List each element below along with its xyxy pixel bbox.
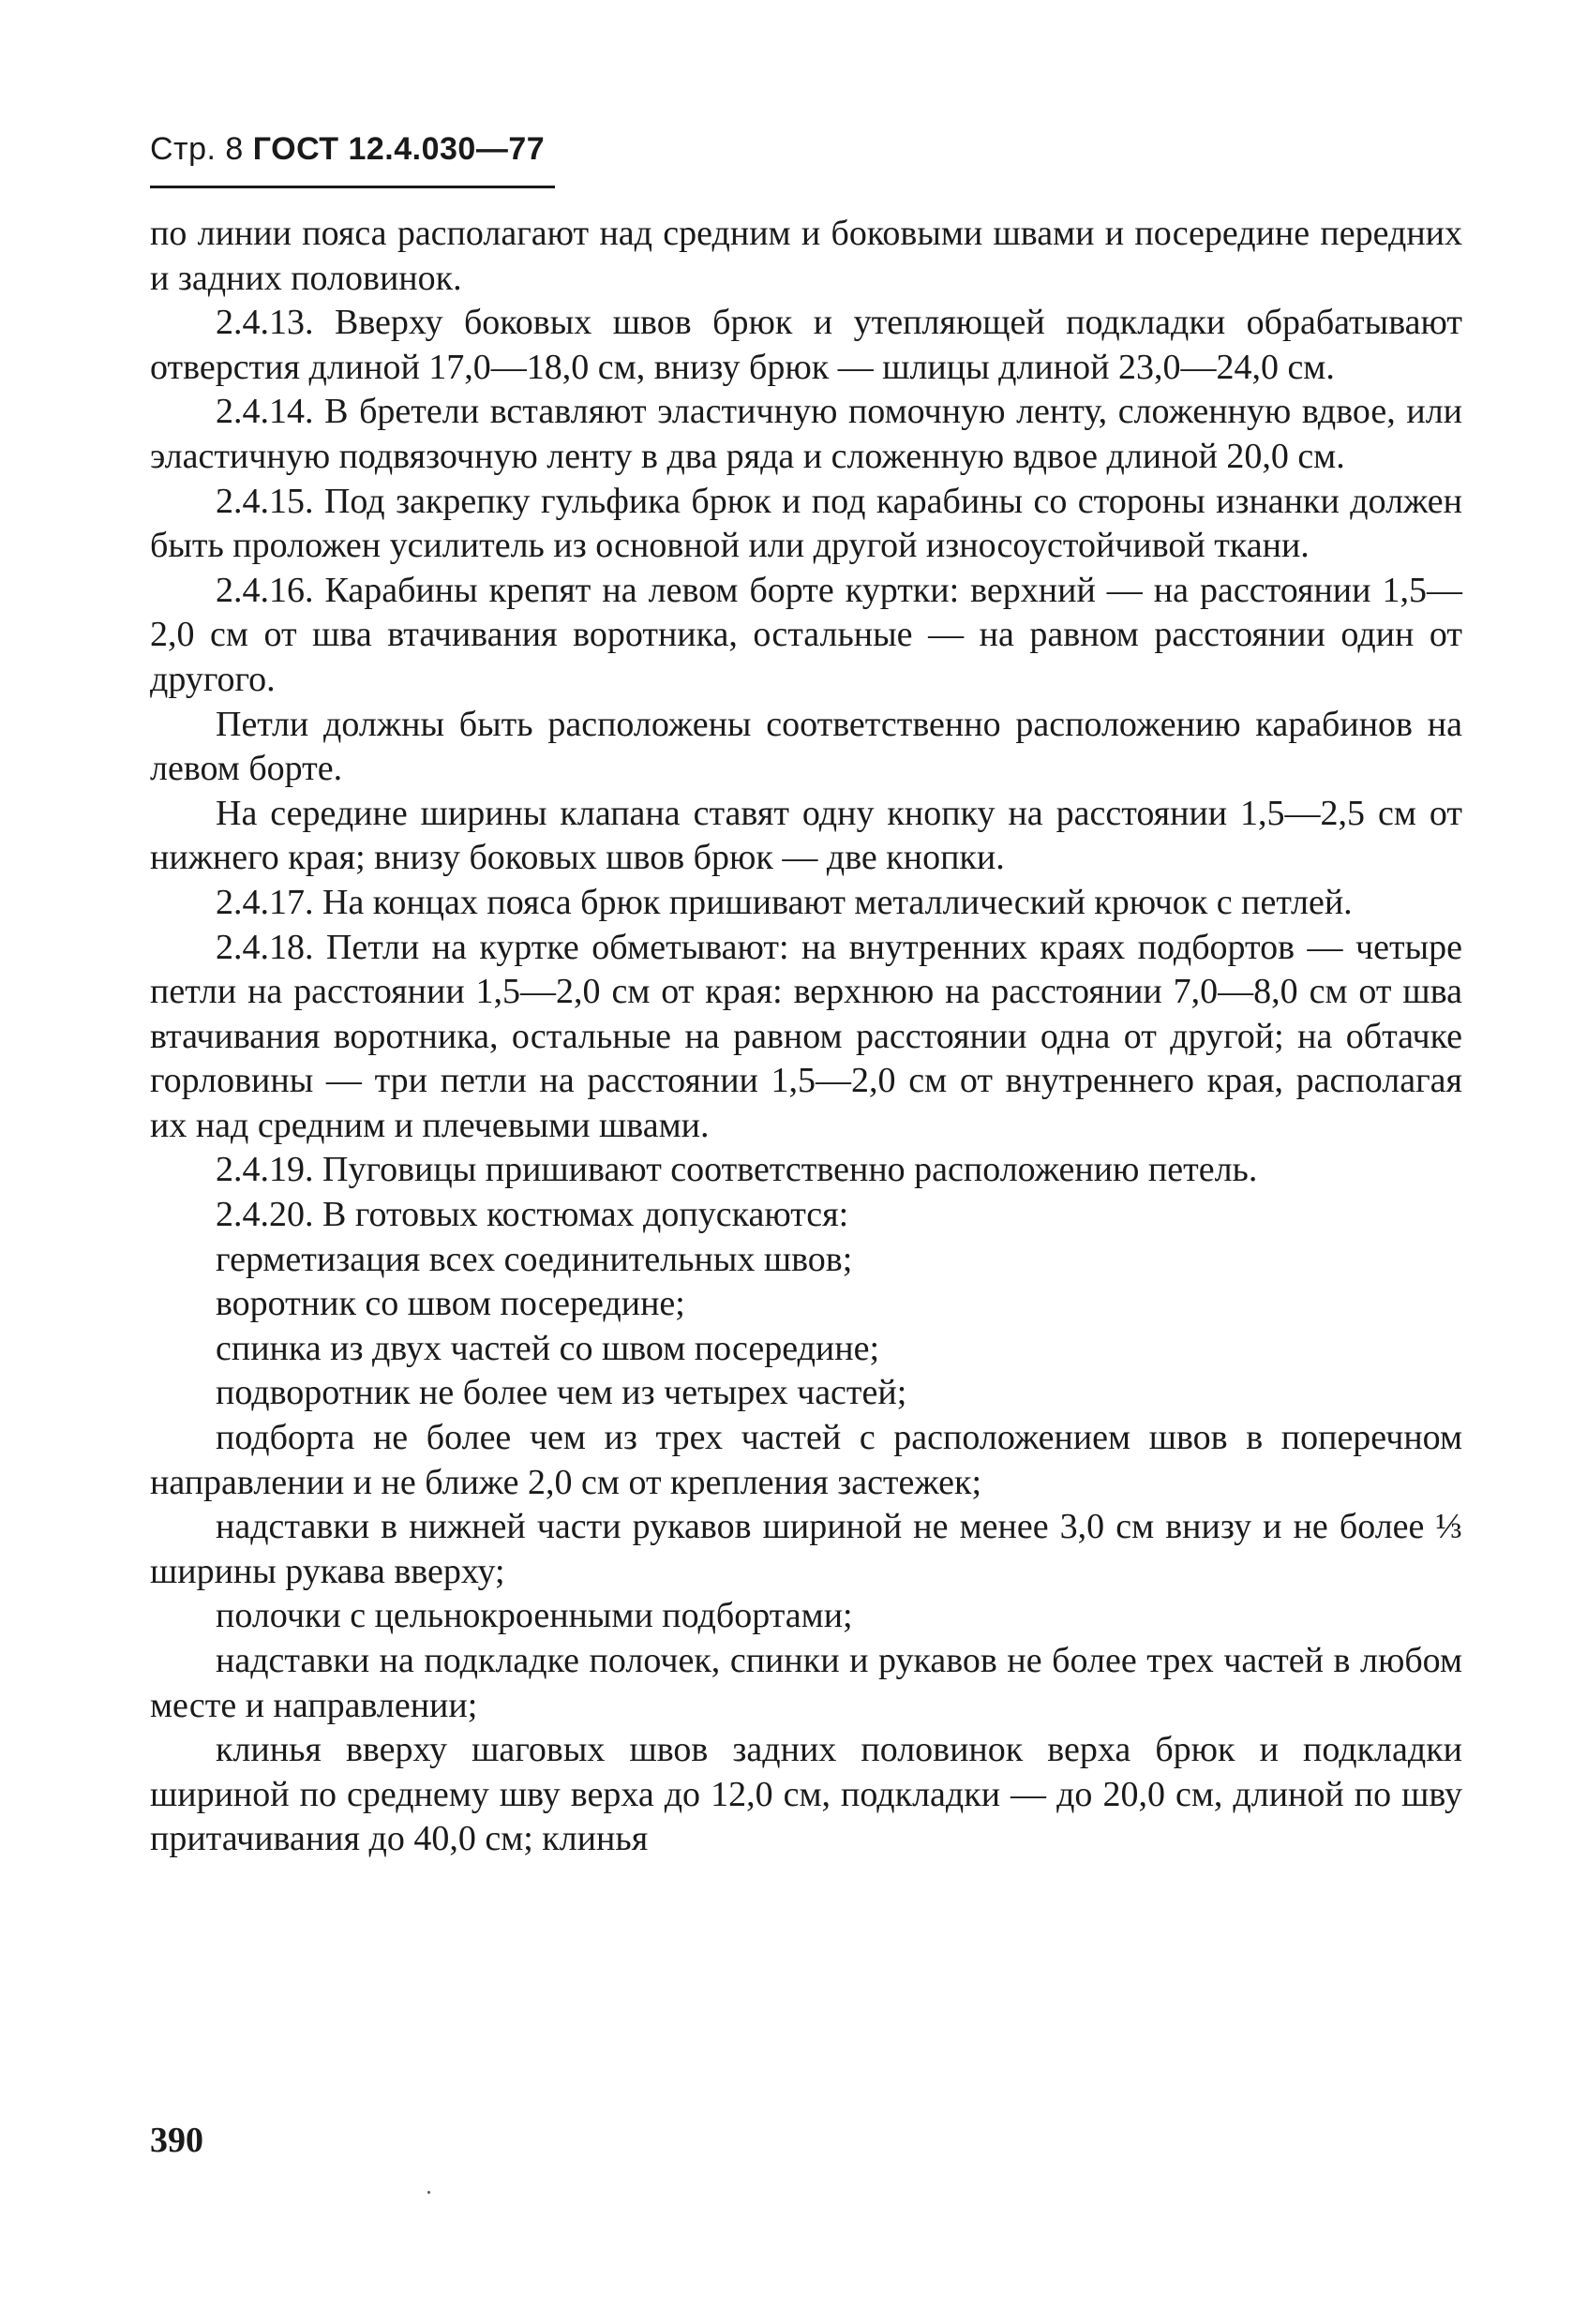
paragraph: 2.4.18. Петли на куртке обметывают: на внутренних краях подбортов — четыре петли на расстоянии 1,5—2,0 см от края: верхнюю на расстоянии 7,0—8,0 см от шва втачивания воротника, остальные на равном расстоянии одна от другой; на обтачке горловины — три петли на расстоянии 1,5—2,0 см от внутреннего края, располагая их над средним и плечевыми швами. — [150, 927, 1462, 1145]
paragraph: 2.4.20. В готовых костюмах допускаются: — [216, 1195, 849, 1235]
paragraph: 2.4.15. Под закрепку гульфика брюк и под карабины со стороны изнанки должен быть проложен усилитель из основной или другой износоустойчивой ткани. — [150, 481, 1462, 566]
running-header — [150, 131, 562, 168]
paragraph: На середине ширины клапана ставят одну кнопку на расстоянии 1,5—2,5 см от нижнего края; внизу боковых швов брюк — две кнопки. — [150, 793, 1462, 878]
list-item: надставки на подкладке полочек, спинки и рукавов не более трех частей в любом месте и направлении; — [150, 1641, 1462, 1725]
list-item: подворотник не более чем из четырех частей; — [216, 1373, 907, 1413]
page-label: Стр. 8 — [150, 131, 244, 167]
list-item: надставки в нижней части рукавов шириной не менее 3,0 см внизу и не более ⅓ ширины рукава вверху; — [150, 1507, 1462, 1591]
standard-code: ГОСТ 12.4.030—77 — [252, 131, 546, 167]
paragraph: 2.4.13. Вверху боковых швов брюк и утепляющей подкладки обрабатывают отверстия длиной 17,0—18,0 см, внизу брюк — шлицы длиной 23,0—24,0 см. — [150, 303, 1462, 387]
paragraph: 2.4.19. Пуговицы пришивают соответственно расположению петель. — [216, 1150, 1258, 1190]
scan-speck — [427, 2191, 430, 2194]
page-number: 390 — [150, 2121, 203, 2160]
document-page — [150, 0, 1462, 2324]
list-item: воротник со швом посередине; — [216, 1284, 685, 1324]
list-item: подборта не более чем из трех частей с расположением швов в поперечном направлении и не ближе 2,0 см от крепления застежек; — [150, 1418, 1462, 1502]
list-item: полочки с цельнокроенными подбортами; — [216, 1596, 853, 1636]
paragraph: Петли должны быть расположены соответственно расположению карабинов на левом борте. — [150, 704, 1462, 789]
list-item: герметизация всех соединительных швов; — [216, 1239, 853, 1279]
paragraph: по линии пояса располагают над средним и боковыми швами и посередине передних и задних половинок. — [150, 214, 1462, 298]
paragraph: 2.4.17. На концах пояса брюк пришивают металлический крючок с петлей. — [216, 882, 1353, 922]
list-item: спинка из двух частей со швом посередине; — [216, 1328, 880, 1368]
header-rule — [150, 186, 555, 188]
paragraph: 2.4.14. В бретели вставляют эластичную помочную ленту, сложенную вдвое, или эластичную подвязочную ленту в два ряда и сложенную вдвое длиной 20,0 см. — [150, 392, 1462, 476]
list-item: клинья вверху шаговых швов задних половинок верха брюк и подкладки шириной по среднему шву верха до 12,0 см, подкладки — до 20,0 см, длиной по шву притачивания до 40,0 см; клинья — [150, 1730, 1462, 1859]
paragraph: 2.4.16. Карабины крепят на левом борте куртки: верхний — на расстоянии 1,5—2,0 см от шва втачивания воротника, остальные — на равном расстоянии один от другого. — [150, 570, 1462, 699]
body-text — [150, 212, 1462, 1862]
